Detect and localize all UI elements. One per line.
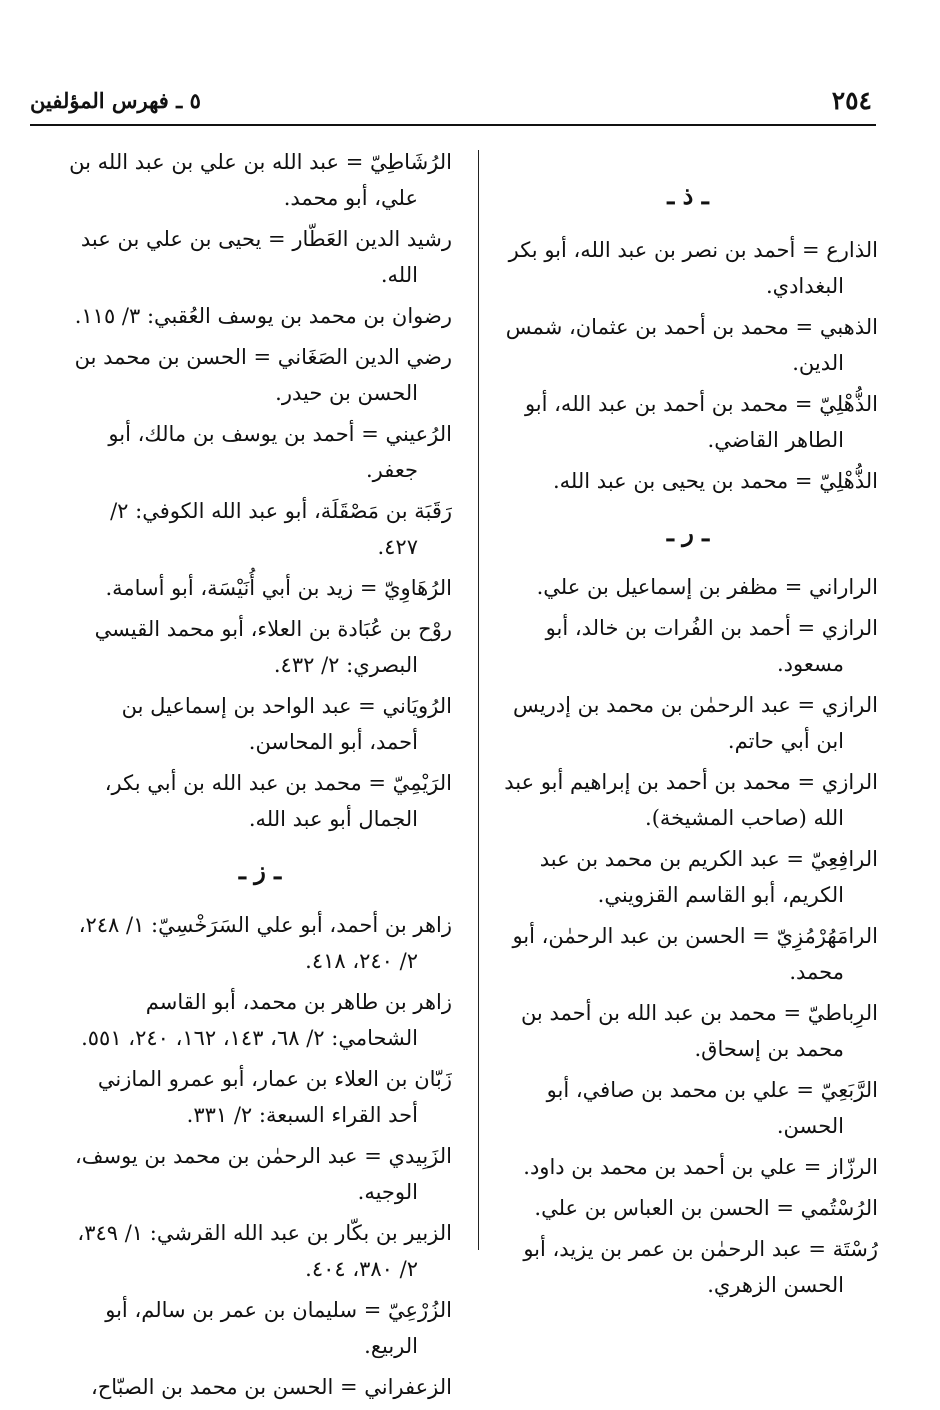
index-entry: الذهبي = محمد بن أحمد بن عثمان، شمس الدين. bbox=[505, 315, 878, 375]
index-entry: الرُويَاني = عبد الواحد بن إسماعيل بن أحمد، أبو المحاسن. bbox=[121, 694, 452, 754]
page-header bbox=[30, 86, 876, 122]
section-letter-heading: ـ ر ـ bbox=[666, 518, 710, 547]
index-entry: رُسْتَة = عبد الرحمٰن بن عمر بن يزيد، أبو الحسن الزهري. bbox=[523, 1237, 878, 1297]
index-entry: الزبير بن بكّار بن عبد الله القرشي: ١/ ٣٤٩، ٢/ ٣٨٠، ٤٠٤. bbox=[77, 1221, 452, 1281]
index-entry: رضي الدين الصَغَاني = الحسن بن محمد بن الحسن بن حيدر. bbox=[74, 345, 452, 405]
section-letter-heading: ـ ذ ـ bbox=[667, 181, 709, 210]
index-entry: رَقَبَة بن مَصْقَلَة، أبو عبد الله الكوفي: ٢/ ٤٢٧. bbox=[110, 499, 452, 559]
index-entry: الذُّهْلِيّ = محمد بن أحمد بن عبد الله، أبو الطاهر القاضي. bbox=[524, 392, 878, 452]
index-entry: رضوان بن محمد بن يوسف العُقبي: ٣/ ١١٥. bbox=[74, 304, 452, 328]
index-entry: زاهر بن أحمد، أبو علي السَرَخْسِيّ: ١/ ٢٤٨، ٢/ ٢٤٠، ٤١٨. bbox=[78, 913, 452, 973]
left-column bbox=[68, 144, 452, 1410]
index-entry: الذارع = أحمد بن نصر بن عبد الله، أبو بكر البغدادي. bbox=[508, 238, 878, 298]
running-title: ٥ ـ فهرس المؤلفين bbox=[30, 88, 201, 113]
index-entry: الرازي = عبد الرحمٰن بن محمد بن إدريس ابن أبي حاتم. bbox=[513, 693, 878, 753]
index-entry: الرافِعِيّ = عبد الكريم بن محمد بن عبد الكريم، أبو القاسم القزويني. bbox=[539, 847, 878, 907]
index-entry: الرَيْمِيّ = محمد بن عبد الله بن أبي بكر، الجمال أبو عبد الله. bbox=[104, 771, 452, 831]
index-entry: الزعفراني = الحسن بن محمد بن الصبّاح، bbox=[90, 1375, 452, 1399]
index-entry: الزُرْعِيّ = سليمان بن عمر بن سالم، أبو الربيع. bbox=[105, 1298, 452, 1358]
index-entry: الرزّاز = علي بن أحمد بن محمد بن داود. bbox=[523, 1155, 878, 1179]
index-entry: الرُشَاطِيّ = عبد الله بن علي بن عبد الله بن علي، أبو محمد. bbox=[69, 150, 452, 210]
index-entry: الرازي = أحمد بن الفُرات بن خالد، أبو مسعود. bbox=[545, 616, 878, 676]
index-entry: زاهر بن طاهر بن محمد، أبو القاسم الشحامي: ٢/ ٦٨، ١٤٣، ١٦٢، ٢٤٠، ٥٥١. bbox=[81, 990, 452, 1050]
index-entry: الراراني = مظفر بن إسماعيل بن علي. bbox=[536, 575, 878, 599]
index-entry: الرُهَاوِيّ = زيد بن أبي أُنَيْسَة، أبو أسامة. bbox=[105, 576, 452, 600]
right-column bbox=[498, 176, 878, 1308]
index-entry: الرُسْتُمي = الحسن بن العباس بن علي. bbox=[534, 1196, 878, 1220]
index-entry: روْح بن عُبَادة بن العلاء، أبو محمد القيسي البصري: ٢/ ٤٣٢. bbox=[94, 617, 452, 677]
index-entry: الزَبِيدي = عبد الرحمٰن بن محمد بن يوسف، الوجيه. bbox=[74, 1144, 452, 1204]
index-entry: الرَّبَعِيّ = علي بن محمد بن صافي، أبو الحسن. bbox=[546, 1078, 878, 1138]
index-entry: الرامَهُرْمُزِيّ = الحسن بن عبد الرحمٰن، أبو محمد. bbox=[512, 924, 878, 984]
page-number: ٢٥٤ bbox=[831, 86, 872, 115]
index-entry: الرازي = محمد بن أحمد بن إبراهيم أبو عبد الله (صاحب المشيخة). bbox=[504, 770, 878, 830]
index-entry: الذُّهْلِيّ = محمد بن يحيى بن عبد الله. bbox=[553, 469, 878, 493]
header-rule bbox=[30, 124, 876, 126]
section-letter-heading: ـ ز ـ bbox=[238, 856, 282, 885]
index-entry: الرُعيني = أحمد بن يوسف بن مالك، أبو جعفر. bbox=[108, 422, 452, 482]
index-entry: رشيد الدين العَطّار = يحيى بن علي بن عبد الله. bbox=[80, 227, 452, 287]
index-entry: الرِباطيّ = محمد بن عبد الله بن أحمد بن محمد بن إسحاق. bbox=[520, 1001, 878, 1061]
index-entry: زَبّان بن العلاء بن عمار، أبو عمرو المازني أحد القراء السبعة: ٢/ ٣٣١. bbox=[97, 1067, 452, 1127]
column-divider bbox=[478, 150, 479, 1250]
